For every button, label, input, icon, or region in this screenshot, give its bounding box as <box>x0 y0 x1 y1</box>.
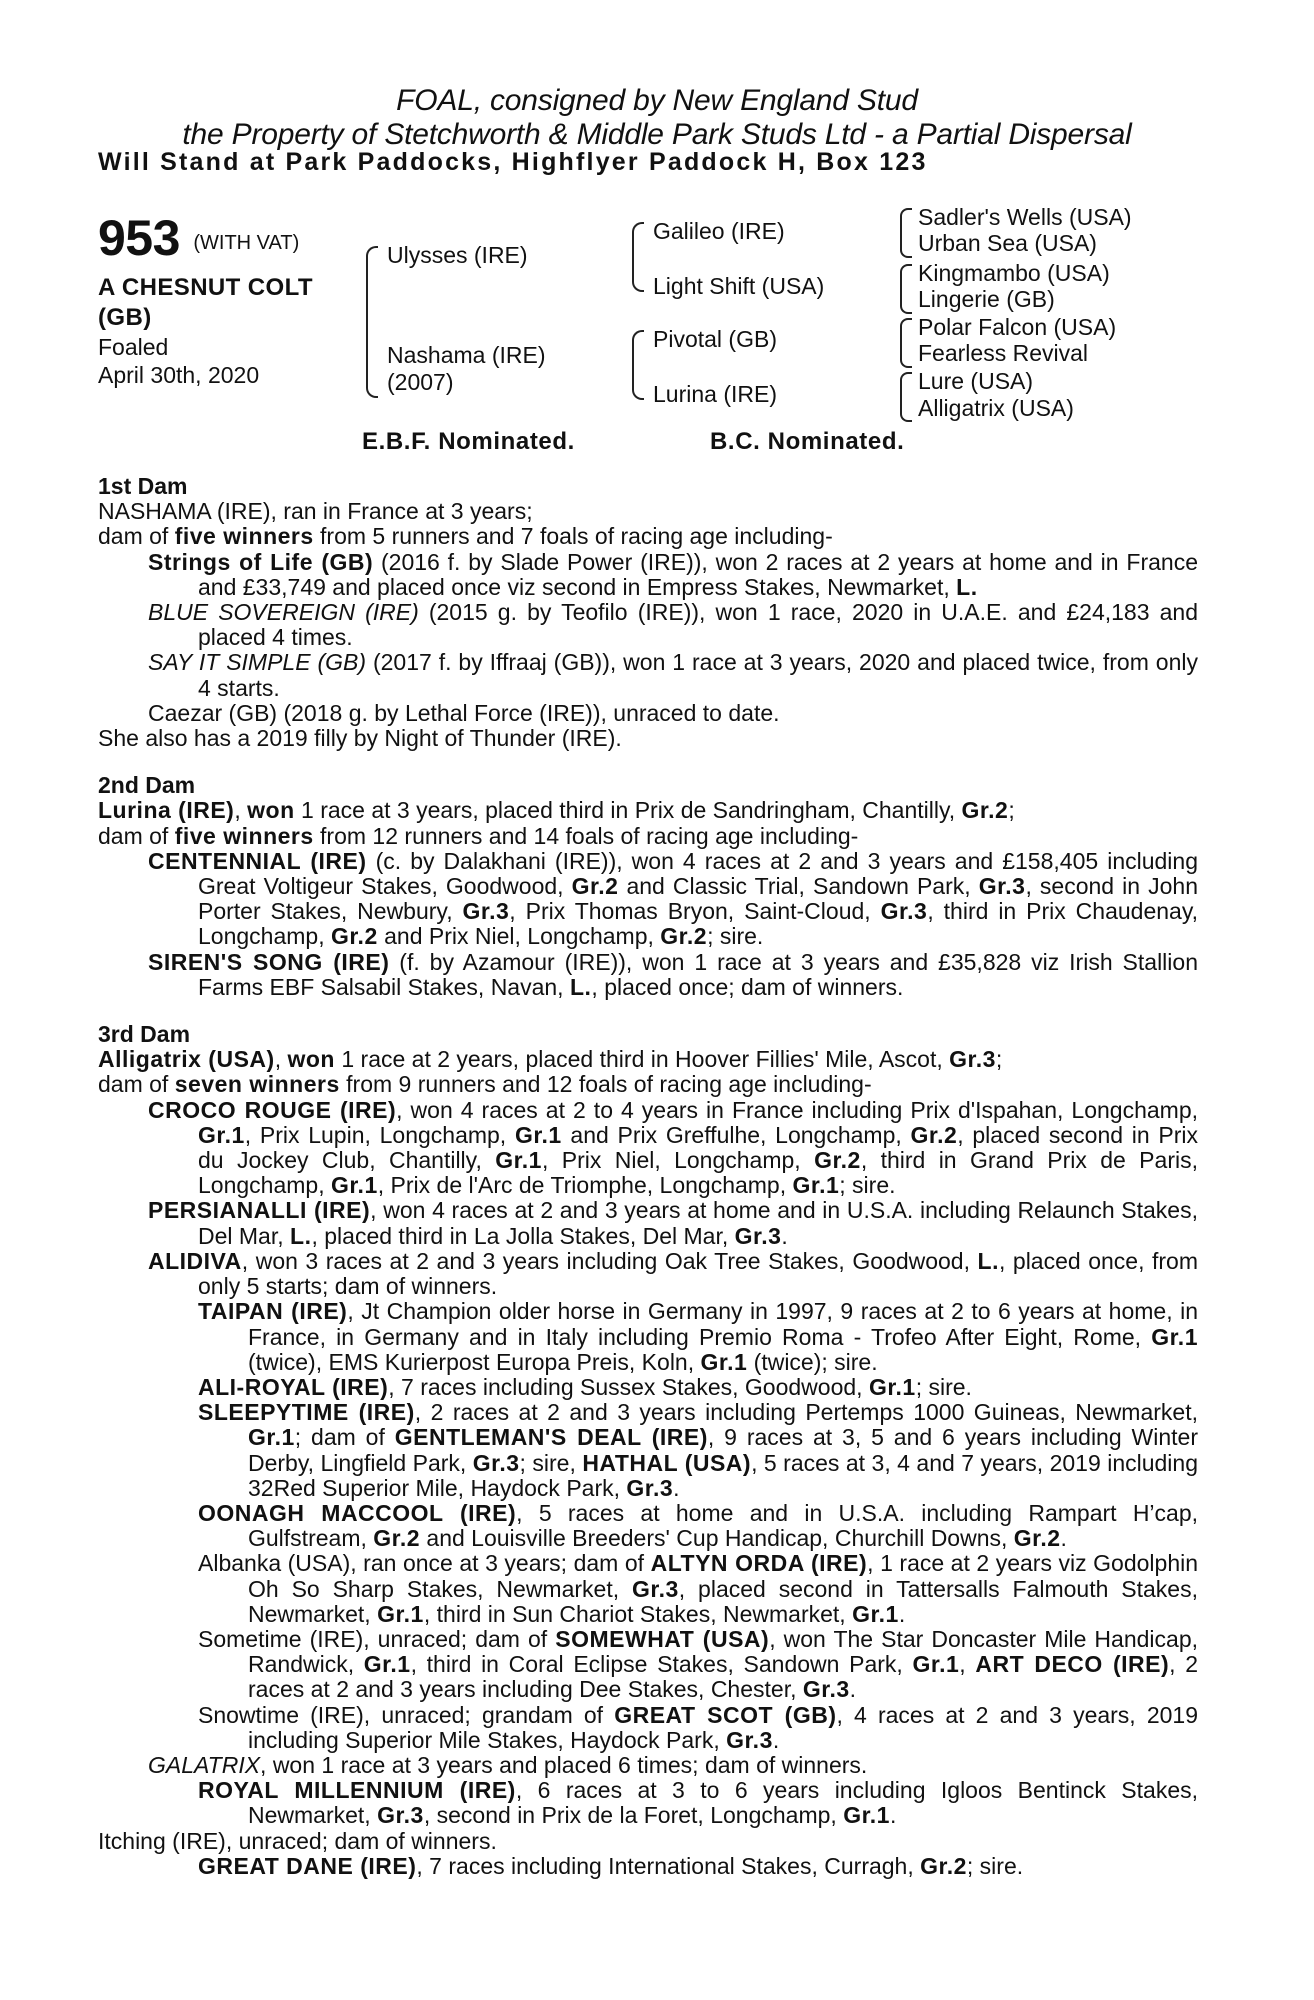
text-run: from 12 runners and 14 foals of racing age including- <box>313 822 859 849</box>
bold-text-run: Strings of Life (GB) <box>148 548 374 575</box>
produce-entry <box>98 1375 1198 1400</box>
dam-dam: Lurina (IRE) <box>653 381 777 407</box>
bold-text-run: TAIPAN (IRE) <box>198 1298 348 1325</box>
text-run: , 1 race at 2 years viz Godolphin Oh So Sharp Stakes, Newmarket, <box>248 1550 1199 1602</box>
text-run: , placed once, from only 5 starts; dam of winners. <box>198 1247 1198 1300</box>
produce-entry <box>98 600 1198 650</box>
bold-text-run: ALI-ROYAL (IRE) <box>198 1373 389 1400</box>
bold-text-run: Gr.3 <box>377 1802 424 1829</box>
bold-text-run: Gr.3 <box>880 898 928 925</box>
produce-entry <box>98 1400 1198 1501</box>
pedigree-brace <box>632 222 644 292</box>
text-run: , Prix Niel, Longchamp, <box>541 1147 815 1174</box>
lot-number-line <box>98 210 358 271</box>
text-run: , 9 races at 3, 5 and 6 years including Winter Derby, Lingfield Park, <box>248 1424 1198 1476</box>
text-run: Snowtime (IRE), unraced; grandam of <box>198 1701 615 1728</box>
bold-text-run: Gr.1 <box>912 1651 960 1678</box>
produce-entry <box>98 950 1198 1000</box>
text-run: , second in John Porter Stakes, Newbury, <box>198 873 1198 925</box>
text-run: dam of <box>98 822 175 849</box>
bold-text-run: Gr.3 <box>802 1676 850 1703</box>
text-run: ; <box>995 1046 1003 1073</box>
bold-text-run: Lurina (IRE) <box>98 797 235 824</box>
text-run: and Louisville Breeders' Cup Handicap, Churchill Downs, <box>420 1525 1014 1552</box>
text-run: ; sire. <box>966 1852 1024 1879</box>
bold-text-run: Gr.2 <box>373 1525 421 1552</box>
text-run: from 5 runners and 7 foals of racing age including- <box>313 523 833 550</box>
text-run: 1 race at 2 years, placed third in Hoover Fillies' Mile, Ascot, <box>334 1046 950 1073</box>
text-run: from 9 runners and 12 foals of racing age including- <box>339 1071 872 1098</box>
produce-entry <box>98 1753 1198 1778</box>
text-run: (2017 f. by Iffraaj (GB)), won 1 race at 3 years, 2020 and placed twice, from only 4 starts. <box>198 649 1198 701</box>
text-run: , second in Prix de la Foret, Longchamp, <box>423 1802 844 1829</box>
text-run: , 6 races at 3 to 6 years including Igloos Bentinck Stakes, Newmarket, <box>248 1777 1198 1829</box>
bold-text-run: Gr.1 <box>792 1172 840 1199</box>
second-dam-produce <box>98 824 1198 849</box>
pedigree-brace <box>632 330 644 400</box>
text-run: (twice), EMS Kurierpost Europa Preis, Koln, <box>248 1348 701 1375</box>
bold-text-run: L. <box>977 1247 999 1274</box>
produce-entry <box>98 1854 1198 1879</box>
bold-text-run: CROCO ROUGE (IRE) <box>148 1096 397 1123</box>
bold-text-run: Gr.1 <box>868 1373 916 1400</box>
text-run: (f. by Azamour (IRE)), won 1 race at 3 years and £35,828 viz Irish Stallion Farms EBF Salsabil Stakes, Navan, <box>198 948 1198 1000</box>
bold-text-run: Gr.1 <box>248 1424 295 1451</box>
text-run: , placed second in Prix du Jockey Club, Chantilly, <box>198 1121 1199 1174</box>
first-dam-line: NASHAMA (IRE), ran in France at 3 years; <box>98 498 533 525</box>
text-run: , Prix Thomas Bryon, Saint-Cloud, <box>509 898 881 925</box>
catalogue-body <box>98 474 1198 1879</box>
sire-dam: Light Shift (USA) <box>653 273 825 299</box>
bold-text-run: L. <box>569 973 592 1000</box>
bold-text-run: Gr.1 <box>700 1348 748 1375</box>
lot-description <box>98 273 358 333</box>
bold-text-run: OONAGH MACCOOL (IRE) <box>198 1499 517 1526</box>
text-run: , placed second in Tattersalls Falmouth Stakes, Newmarket, <box>248 1575 1198 1627</box>
bold-text-run: SLEEPYTIME (IRE) <box>198 1399 415 1426</box>
pedigree-brace <box>900 208 912 258</box>
bold-text-run: Gr.2 <box>814 1147 861 1174</box>
produce-entry <box>98 1551 1198 1627</box>
bold-text-run: ART DECO (IRE) <box>975 1651 1170 1678</box>
pedigree-g3-5: Polar Falcon (USA) <box>918 314 1117 340</box>
text-run: and Prix Greffulhe, Longchamp, <box>561 1121 911 1148</box>
dam-year: (2007) <box>387 369 454 395</box>
bold-text-run: seven winners <box>174 1071 340 1098</box>
bold-text-run: Gr.3 <box>978 873 1026 900</box>
bold-text-run: Gr.1 <box>363 1651 411 1678</box>
text-run: , third in Prix Chaudenay, Longchamp, <box>198 898 1198 950</box>
pedigree-g3-1: Sadler's Wells (USA) <box>918 204 1132 230</box>
text-run: ; dam of <box>294 1424 395 1451</box>
text-run: , Prix de l'Arc de Triomphe, Longchamp, <box>377 1172 793 1199</box>
second-dam-line <box>98 798 1198 823</box>
text-run: . <box>673 1474 680 1501</box>
bold-text-run: Gr.3 <box>726 1726 773 1753</box>
text-run: , third in Coral Eclipse Stakes, Sandown Park, <box>410 1651 913 1678</box>
text-run: , won 1 race at 3 years and placed 6 times; dam of winners. <box>260 1751 868 1778</box>
sire-sire: Galileo (IRE) <box>653 218 785 244</box>
text-run: , 7 races including International Stakes, Curragh, <box>416 1852 921 1879</box>
text-run: . <box>898 1600 906 1627</box>
produce-entry <box>98 1098 1198 1199</box>
vat-note: (WITH VAT) <box>193 232 300 254</box>
produce-entry <box>98 849 1198 950</box>
produce-entry <box>98 1198 1198 1248</box>
lot-info <box>98 210 358 389</box>
text-run: , 7 races including Sussex Stakes, Goodwood, <box>388 1373 869 1400</box>
text-run: GALATRIX <box>148 1751 261 1778</box>
bold-text-run: Gr.1 <box>198 1121 245 1148</box>
produce-entry <box>98 1299 1198 1375</box>
pedigree-g3-7: Lure (USA) <box>918 368 1034 394</box>
pedigree-g3-8: Alligatrix (USA) <box>918 395 1074 421</box>
text-run: SAY IT SIMPLE (GB) <box>148 649 367 676</box>
bold-text-run: Gr.3 <box>626 1474 674 1501</box>
produce-entry: Itching (IRE), unraced; dam of winners. <box>98 1827 497 1854</box>
bold-text-run: five winners <box>174 523 314 550</box>
bold-text-run: Gr.1 <box>377 1600 424 1627</box>
pedigree-g3-2: Urban Sea (USA) <box>918 230 1097 256</box>
bold-text-run: Gr.2 <box>910 1121 958 1148</box>
bold-text-run: CENTENNIAL (IRE) <box>148 847 367 874</box>
bold-text-run: Gr.1 <box>495 1147 542 1174</box>
dam-sire: Pivotal (GB) <box>653 326 777 352</box>
bold-text-run: ALTYN ORDA (IRE) <box>650 1550 868 1577</box>
text-run: ; sire. <box>839 1172 896 1199</box>
produce-entry: Caezar (GB) (2018 g. by Lethal Force (IRE)), unraced to date. <box>148 699 780 726</box>
text-run: , placed third in La Jolla Stakes, Del Mar, <box>311 1222 735 1249</box>
text-run: (twice); sire. <box>747 1348 878 1375</box>
text-run: . <box>772 1726 780 1753</box>
text-run: , 4 races at 2 and 3 years, 2019 including Superior Mile Stakes, Haydock Park, <box>248 1701 1199 1753</box>
bold-text-run: Gr.3 <box>632 1575 679 1602</box>
text-run: , won 3 races at 2 and 3 years including Oak Tree Stakes, Goodwood, <box>241 1247 978 1274</box>
text-run: and Classic Trial, Sandown Park, <box>618 873 979 900</box>
bold-text-run: L. <box>956 573 978 600</box>
bold-text-run: Gr.2 <box>961 797 1009 824</box>
text-run: . <box>889 1802 897 1829</box>
bold-text-run: Gr.2 <box>330 923 378 950</box>
bold-text-run: Gr.3 <box>462 898 510 925</box>
dam: Nashama (IRE) <box>387 342 546 368</box>
bold-text-run: Gr.3 <box>949 1046 996 1073</box>
text-run: , 2 races at 2 and 3 years including Dee Stakes, Chester, <box>248 1651 1199 1703</box>
pedigree-g3-6: Fearless Revival <box>918 340 1088 366</box>
lot-text-line: Foaled <box>98 334 169 360</box>
text-run: BLUE SOVEREIGN (IRE) <box>148 599 419 626</box>
third-dam-line <box>98 1047 1198 1072</box>
consignor-line: FOAL, consigned by New England Stud <box>396 84 918 117</box>
produce-entry <box>98 1778 1198 1828</box>
text-run: dam of <box>98 523 175 550</box>
text-run: ; <box>1008 797 1015 824</box>
produce-entry <box>98 550 1198 600</box>
property-line: the Property of Stetchworth & Middle Park Studs Ltd - a Partial Dispersal <box>182 118 1132 151</box>
bold-text-run: SIREN'S SONG (IRE) <box>148 948 390 975</box>
bold-text-run: Gr.2 <box>571 873 619 900</box>
bold-text-run: PERSIANALLI (IRE) <box>148 1197 371 1224</box>
produce-entry <box>98 1249 1198 1299</box>
text-run: ; sire. <box>707 923 764 950</box>
ebf-nominated: E.B.F. Nominated. <box>362 428 575 455</box>
bold-text-run: Gr.1 <box>843 1802 890 1829</box>
produce-entry <box>98 1501 1198 1551</box>
lot-text-line: A CHESNUT COLT <box>98 274 313 301</box>
text-run: . <box>1060 1525 1067 1552</box>
bold-text-run: GREAT DANE (IRE) <box>198 1852 417 1879</box>
bold-text-run: Alligatrix (USA) <box>98 1046 275 1073</box>
bold-text-run: Gr.2 <box>660 923 708 950</box>
foaled-date <box>98 333 358 389</box>
bold-text-run: Gr.3 <box>472 1449 520 1476</box>
text-run: . <box>781 1222 788 1249</box>
produce-note: She also has a 2019 filly by Night of Thunder (IRE). <box>98 725 622 752</box>
text-run: , <box>234 797 248 824</box>
bold-text-run: Gr.1 <box>1151 1323 1198 1350</box>
pedigree-g3-3: Kingmambo (USA) <box>918 260 1110 286</box>
third-dam-produce <box>98 1072 1198 1097</box>
bold-text-run: Gr.3 <box>734 1222 782 1249</box>
produce-entry <box>98 1627 1198 1703</box>
first-dam-heading: 1st Dam <box>98 473 188 499</box>
bold-text-run: five winners <box>174 822 314 849</box>
bold-text-run: ROYAL MILLENNIUM (IRE) <box>198 1777 516 1804</box>
text-run: Albanka (USA), ran once at 3 years; dam of <box>198 1550 651 1577</box>
pedigree-brace <box>900 264 912 314</box>
text-run: dam of <box>98 1071 175 1098</box>
text-run: , won 4 races at 2 and 3 years at home and in U.S.A. including Relaunch Stakes, Del Mar, <box>198 1197 1198 1249</box>
text-run: ; sire. <box>915 1373 972 1400</box>
bold-text-run: GENTLEMAN'S DEAL (IRE) <box>394 1424 708 1451</box>
text-run: , 5 races at home and in U.S.A. including Rampart H’cap, Gulfstream, <box>248 1499 1199 1552</box>
lot-text-line: (GB) <box>98 304 152 331</box>
stand-location: Will Stand at Park Paddocks, Highflyer Paddock H, Box 123 <box>98 148 928 176</box>
text-run: and Prix Niel, Longchamp, <box>377 923 661 950</box>
pedigree-g3-4: Lingerie (GB) <box>918 286 1055 312</box>
text-run: , Prix Lupin, Longchamp, <box>244 1121 515 1148</box>
first-dam-produce <box>98 524 1198 549</box>
text-run: , third in Grand Prix de Paris, Longchamp, <box>198 1147 1198 1199</box>
text-run: , placed once; dam of winners. <box>591 973 904 1000</box>
text-run: 1 race at 3 years, placed third in Prix de Sandringham, Chantilly, <box>294 797 962 824</box>
text-run: , won 4 races at 2 to 4 years in France including Prix d'Ispahan, Longchamp, <box>396 1096 1198 1123</box>
text-run: (c. by Dalakhani (IRE)), won 4 races at 2 and 3 years and £158,405 including Great Voltigeur Stakes, Goodwood, <box>198 847 1198 900</box>
bold-text-run: L. <box>290 1222 312 1249</box>
produce-entry <box>98 650 1198 700</box>
text-run: . <box>849 1676 857 1703</box>
bold-text-run: GREAT SCOT (GB) <box>614 1701 837 1728</box>
sire: Ulysses (IRE) <box>387 242 528 268</box>
text-run: , third in Sun Chariot Stakes, Newmarket, <box>423 1600 853 1627</box>
bold-text-run: HATHAL (USA) <box>582 1449 752 1476</box>
bold-text-run: won <box>247 797 295 824</box>
second-dam-heading: 2nd Dam <box>98 772 196 799</box>
bold-text-run: Gr.2 <box>1013 1525 1061 1552</box>
pedigree-brace <box>900 318 912 368</box>
third-dam-heading: 3rd Dam <box>98 1021 191 1048</box>
lot-number: 953 <box>98 210 180 266</box>
text-run: (2016 f. by Slade Power (IRE)), won 2 races at 2 years at home and in France and £33,749 and placed once viz second in Empress Stakes, Newmarket, <box>198 548 1198 600</box>
bold-text-run: Gr.1 <box>514 1121 562 1148</box>
bold-text-run: ALIDIVA <box>148 1247 242 1274</box>
pedigree-brace <box>366 246 378 398</box>
text-run: , <box>959 1651 976 1678</box>
text-run: (2015 g. by Teofilo (IRE)), won 1 race, 2020 in U.A.E. and £24,183 and placed 4 times. <box>198 599 1198 651</box>
pedigree-brace <box>900 372 912 422</box>
text-run: ; sire, <box>519 1449 583 1476</box>
text-run: Sometime (IRE), unraced; dam of <box>198 1625 556 1652</box>
text-run: , Jt Champion older horse in Germany in 1997, 9 races at 2 to 6 years at home, in France, in Germany and in Italy including Premio Roma - Trofeo After Eight, Rome, <box>248 1298 1198 1350</box>
text-run: , 2 races at 2 and 3 years including Pertemps 1000 Guineas, Newmarket, <box>414 1399 1198 1426</box>
text-run: , won The Star Doncaster Mile Handicap, Randwick, <box>248 1625 1199 1678</box>
bold-text-run: Gr.1 <box>852 1600 899 1627</box>
bold-text-run: won <box>287 1046 335 1073</box>
lot-header <box>0 84 1314 152</box>
bold-text-run: Gr.1 <box>330 1172 378 1199</box>
lot-text-line: April 30th, 2020 <box>98 362 260 388</box>
bold-text-run: SOMEWHAT (USA) <box>555 1625 770 1652</box>
produce-entry <box>98 1703 1198 1753</box>
bold-text-run: Gr.2 <box>920 1852 967 1879</box>
text-run: , 5 races at 3, 4 and 7 years, 2019 including 32Red Superior Mile, Haydock Park, <box>248 1449 1199 1501</box>
bc-nominated: B.C. Nominated. <box>710 428 905 455</box>
text-run: , <box>274 1046 288 1073</box>
